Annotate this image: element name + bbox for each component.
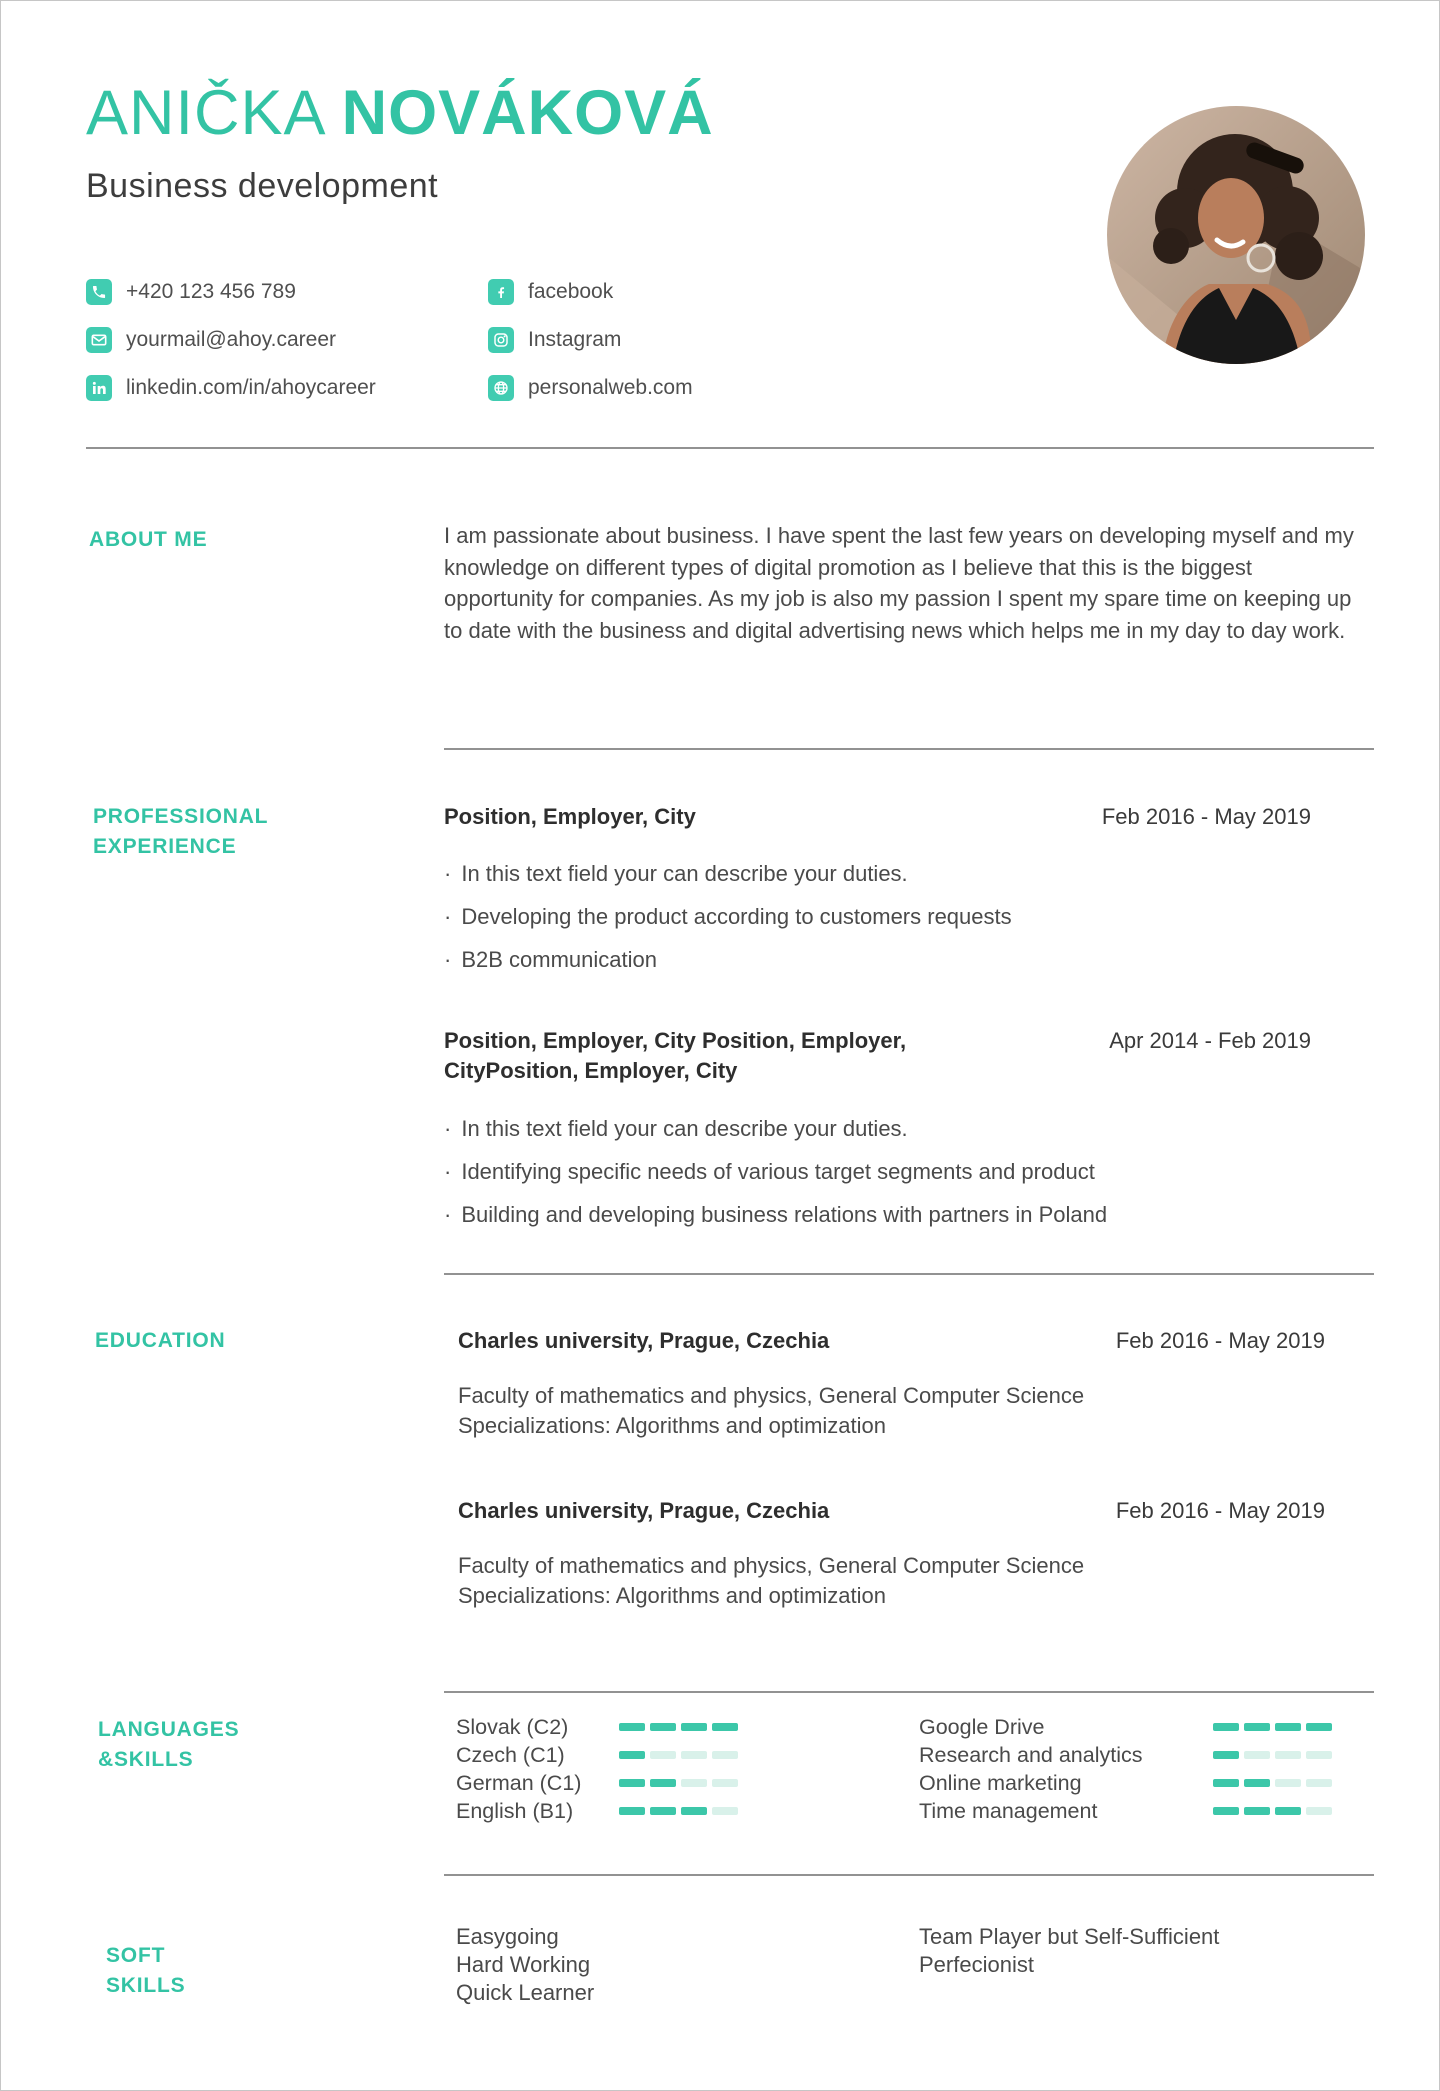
job-dates: Feb 2016 - May 2019 xyxy=(1101,804,1311,829)
contact-facebook[interactable] xyxy=(488,279,693,305)
education-description xyxy=(458,1551,1084,1611)
instagram-icon xyxy=(488,327,514,353)
contact-instagram[interactable] xyxy=(488,327,693,353)
school-dates: Feb 2016 - May 2019 xyxy=(1115,1328,1325,1353)
job-bullets xyxy=(444,859,1012,988)
job-bullet: · Building and developing business relations with partners in Poland xyxy=(444,1200,1107,1230)
soft-skill-item: Quick Learner xyxy=(456,1980,595,2005)
skill-level-bar xyxy=(619,1751,738,1759)
job-title: Position, Employer, City Position, Employer, CityPosition, Employer, City xyxy=(444,1028,907,1083)
soft-skills-left-list xyxy=(456,1923,594,2007)
section-label-line: &SKILLS xyxy=(98,1748,194,1771)
school-title: Charles university, Prague, Czechia xyxy=(458,1498,830,1523)
language-row xyxy=(456,1713,738,1741)
language-row xyxy=(456,1769,738,1797)
contact-email[interactable] xyxy=(86,327,376,353)
first-name: ANIČKA xyxy=(86,78,324,148)
section-label-soft-skills xyxy=(106,1941,185,2001)
job-bullet: · In this text field your can describe your duties. xyxy=(444,859,1012,889)
contact-email-text: yourmail@ahoy.career xyxy=(126,328,337,351)
language-name: German (C1) xyxy=(456,1770,582,1795)
specialization-line: Specializations: Algorithms and optimization xyxy=(458,1413,887,1438)
education-entry xyxy=(458,1326,1325,1356)
section-label-line: SKILLS xyxy=(106,1974,186,1997)
contact-instagram-text: Instagram xyxy=(528,328,622,351)
email-icon xyxy=(86,327,112,353)
contact-facebook-text: facebook xyxy=(528,280,614,303)
linkedin-icon xyxy=(86,375,112,401)
specialization-line: Specializations: Algorithms and optimization xyxy=(458,1583,887,1608)
section-label-experience xyxy=(93,802,268,862)
skills-list xyxy=(919,1713,1332,1825)
skill-row xyxy=(919,1713,1332,1741)
job-bullet: · B2B communication xyxy=(444,945,1012,975)
education-entry xyxy=(458,1496,1325,1526)
soft-skills-right-list xyxy=(919,1923,1219,1979)
soft-skill-item: Easygoing xyxy=(456,1924,559,1949)
section-label-line: SOFT xyxy=(106,1944,166,1967)
language-name: Slovak (C2) xyxy=(456,1714,569,1739)
contact-linkedin[interactable] xyxy=(86,375,376,401)
faculty-line: Faculty of mathematics and physics, General Computer Science xyxy=(458,1553,1085,1578)
language-row xyxy=(456,1741,738,1769)
skill-level-bar xyxy=(619,1807,738,1815)
skill-level-bar xyxy=(1213,1723,1332,1731)
faculty-line: Faculty of mathematics and physics, General Computer Science xyxy=(458,1383,1085,1408)
job-bullets xyxy=(444,1114,1107,1243)
divider xyxy=(444,1273,1374,1275)
section-label-line: EXPERIENCE xyxy=(93,835,237,858)
job-bullet: · In this text field your can describe your duties. xyxy=(444,1114,1107,1144)
section-label-about: ABOUT ME xyxy=(89,528,208,551)
school-dates: Feb 2016 - May 2019 xyxy=(1115,1498,1325,1523)
skill-row xyxy=(919,1741,1332,1769)
contact-website-text: personalweb.com xyxy=(528,376,693,399)
language-name: English (B1) xyxy=(456,1798,574,1823)
skill-name: Google Drive xyxy=(919,1714,1045,1739)
section-label-line: PROFESSIONAL xyxy=(93,805,269,828)
skill-name: Online marketing xyxy=(919,1770,1082,1795)
contact-column-right xyxy=(488,279,693,401)
soft-skill-item: Perfecionist xyxy=(919,1952,1034,1977)
phone-icon xyxy=(86,279,112,305)
section-label-education: EDUCATION xyxy=(95,1329,226,1352)
profile-photo-illustration xyxy=(1107,106,1365,364)
skill-name: Research and analytics xyxy=(919,1742,1143,1767)
education-description xyxy=(458,1381,1084,1441)
about-text: I am passionate about business. I have spent the last few years on developing myself and my knowledge on different types of digital promotion as I believe that this is the biggest opportunity for companies. As my job is also my passion I spent my spare time on keeping up to date with the business and digital advertising news which helps me in my day to day work. xyxy=(444,523,1354,643)
facebook-icon xyxy=(488,279,514,305)
divider xyxy=(86,447,1374,449)
job-bullet: · Identifying specific needs of various target segments and product xyxy=(444,1157,1107,1187)
globe-icon xyxy=(488,375,514,401)
section-label-line: LANGUAGES xyxy=(98,1718,240,1741)
soft-skill-item: Team Player but Self-Sufficient xyxy=(919,1924,1220,1949)
divider xyxy=(444,1691,1374,1693)
skill-row xyxy=(919,1797,1332,1825)
divider xyxy=(444,748,1374,750)
last-name: NOVÁKOVÁ xyxy=(341,78,714,148)
job-dates: Apr 2014 - Feb 2019 xyxy=(1109,1028,1311,1053)
languages-list xyxy=(456,1713,738,1825)
job-title-subtitle: Business development xyxy=(86,167,439,205)
soft-skill-item: Hard Working xyxy=(456,1952,591,1977)
contact-phone[interactable] xyxy=(86,279,376,305)
experience-entry xyxy=(444,1026,1311,1086)
contact-phone-text: +420 123 456 789 xyxy=(126,280,296,303)
experience-entry xyxy=(444,802,1311,832)
skill-level-bar xyxy=(619,1779,738,1787)
skill-level-bar xyxy=(1213,1807,1332,1815)
skill-level-bar xyxy=(1213,1751,1332,1759)
contact-linkedin-text: linkedin.com/in/ahoycareer xyxy=(126,376,376,399)
person-name xyxy=(86,77,714,149)
language-row xyxy=(456,1797,738,1825)
skill-level-bar xyxy=(1213,1779,1332,1787)
language-name: Czech (C1) xyxy=(456,1742,565,1767)
profile-photo xyxy=(1107,106,1365,364)
job-title: Position, Employer, City xyxy=(444,804,696,829)
contact-column-left xyxy=(86,279,376,401)
school-title: Charles university, Prague, Czechia xyxy=(458,1328,830,1353)
skill-level-bar xyxy=(619,1723,738,1731)
divider xyxy=(444,1874,1374,1876)
contact-website[interactable] xyxy=(488,375,693,401)
section-label-languages-skills xyxy=(98,1715,239,1775)
skill-row xyxy=(919,1769,1332,1797)
job-bullet: · Developing the product according to customers requests xyxy=(444,902,1012,932)
skill-name: Time management xyxy=(919,1798,1098,1823)
